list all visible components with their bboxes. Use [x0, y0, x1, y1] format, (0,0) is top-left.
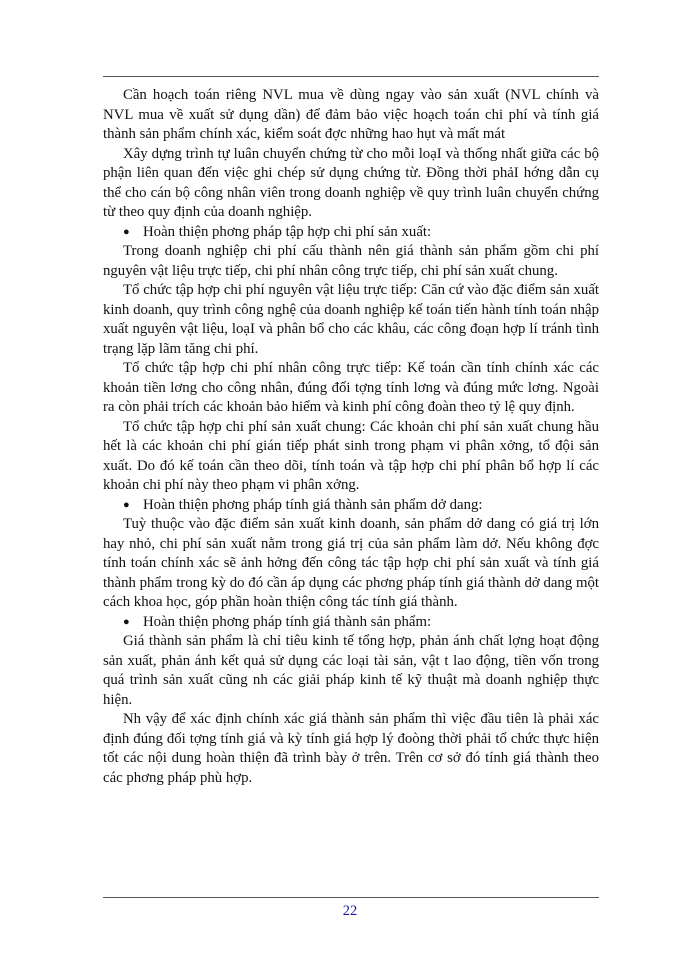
bullet-heading [103, 496, 599, 516]
bullet-heading [103, 613, 599, 633]
bullet-text: Hoàn thiện phơng pháp tính giá thành sản phẩm dở dang: [143, 496, 483, 513]
paragraph: Nh vậy để xác định chính xác giá thành sản phẩm thì việc đầu tiên là phải xác định đúng đối tợng tính giá và kỳ tính giá hợp lý đoòng thời phải tổ chức thực hiện tốt các nội dung hoàn thiện đã trình bày ở trên. Trên cơ sở đó tính giá thành theo các phơng pháp phù hợp. [103, 711, 599, 786]
page-body [103, 86, 599, 788]
bullet-heading [103, 223, 599, 243]
bullet-icon: ● [123, 225, 130, 238]
page-number: 22 [342, 903, 358, 919]
bullet-text: Hoàn thiện phơng pháp tập hợp chi phí sản xuất: [143, 223, 432, 240]
paragraph: Tổ chức tập hợp chi phí sản xuất chung: Các khoản chi phí sản xuất chung hầu hết là các khoản chi phí gián tiếp phát sinh trong phạm vi phân xởng, tổ đội sản xuất. Do đó kế toán cần theo dõi, tính toán và tập hợp chi phí phân bổ hợp lí các khoản chi phí này theo phạm vi phân xởng. [103, 418, 599, 493]
paragraph: Giá thành sản phẩm là chỉ tiêu kinh tế tổng hợp, phản ánh chất lợng hoạt động sản xuất, phản ánh kết quả sử dụng các loại tài sản, vật t lao động, tiền vốn trong quá trình sản xuất cũng nh các giải pháp kinh tế kỹ thuật mà doanh nghiệp thực hiện. [103, 633, 599, 708]
paragraph: Tổ chức tập hợp chi phí nhân công trực tiếp: Kế toán cần tính chính xác các khoản tiền lơng cho công nhân, đúng đối tợng tính lơng và đúng mức lơng. Ngoài ra còn phải trích các khoản bảo hiểm và kinh phí công đoàn theo tỷ lệ quy định. [103, 360, 599, 415]
paragraph: Xây dựng trình tự luân chuyển chứng từ cho mỗi loạI và thống nhất giữa các bộ phận liên quan đến việc ghi chép sử dụng chứng từ. Đồng thời phảI hớng dẫn cụ thể cho cán bộ công nhân viên trong doanh nghiệp về quy trình luân chuyển chứng từ theo quy định của doanh nghiệp. [103, 145, 599, 220]
bullet-text: Hoàn thiện phơng pháp tính giá thành sản phẩm: [143, 613, 432, 630]
bullet-icon: ● [123, 498, 130, 511]
paragraph: Tuỳ thuộc vào đặc điểm sản xuất kinh doanh, sản phẩm dở dang có giá trị lớn hay nhỏ, chi phí sản xuất nằm trong giá trị của sản phẩm làm dở. Nếu không đợc tính toán chính xác sẽ ảnh hởng đến công tác tập hợp chi phí sản xuất và tính giá thành phẩm trong kỳ do đó cần áp dụng các phơng pháp tính giá thành dở dang một cách khoa học, góp phần hoàn thiện công tác tính giá thành. [103, 516, 599, 610]
footer-rule [103, 897, 599, 898]
paragraph: Trong doanh nghiệp chi phí cấu thành nên giá thành sản phẩm gồm chi phí nguyên vật liệu trực tiếp, chi phí nhân công trực tiếp, chi phí sản xuất chung. [103, 243, 599, 279]
paragraph: Tổ chức tập hợp chi phí nguyên vật liệu trực tiếp: Căn cứ vào đặc điểm sản xuất kinh doanh, quy trình công nghệ của doanh nghiệp kế toán tiến hành tính toán nhập xuất nguyên vật liệu, loạI và phân bổ cho các khâu, các công đoạn hợp lí tránh tình trạng lặp lãm tăng chi phí. [103, 282, 599, 357]
paragraph: Cần hoạch toán riêng NVL mua về dùng ngay vào sản xuất (NVL chính và NVL mua về xuất sử dụng dần) để đảm bảo việc hoạch toán chi phí và tính giá thành sản phẩm chính xác, kiểm soát đợc những hao hụt và mất mát [103, 87, 599, 142]
header-rule [103, 76, 599, 77]
bullet-icon: ● [123, 615, 130, 628]
